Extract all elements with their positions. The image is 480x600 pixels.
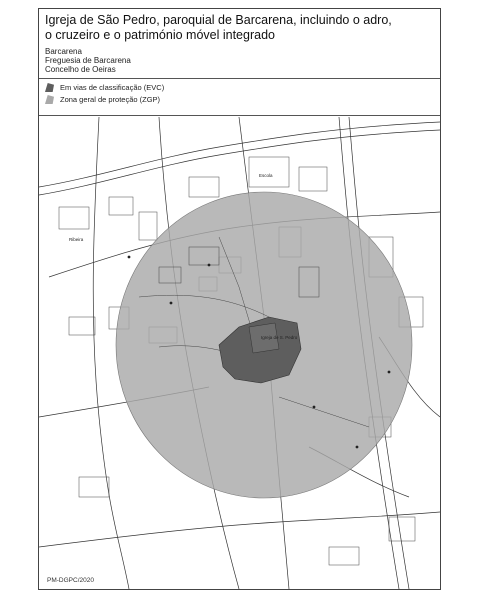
map-label-escola: Escola [259, 173, 273, 178]
legend-item-zgp [45, 95, 160, 104]
parish-name: Freguesia de Barcarena [45, 56, 131, 65]
legend-label-evc: Em vias de classificação (EVC) [60, 83, 165, 92]
municipality-name: Concelho de Oeiras [45, 65, 116, 74]
map-credit: PM-DGPC/2020 [47, 577, 94, 584]
place-name: Barcarena [45, 47, 82, 56]
title-line-1: Igreja de São Pedro, paroquial de Barcarena, incluindo o adro, [45, 13, 392, 27]
map-title [45, 13, 437, 43]
title-line-2: o cruzeiro e o património móvel integrado [45, 28, 275, 42]
legend-item-evc [45, 83, 164, 92]
legend-label-zgp: Zona geral de proteção (ZGP) [60, 95, 161, 104]
map-label-church: Igreja de S. Pedro [261, 335, 298, 340]
map-canvas [39, 117, 440, 589]
header-divider [39, 78, 440, 79]
map-sheet [38, 8, 441, 590]
map-svg [39, 117, 440, 589]
map-label-ribeira: Ribeira [69, 237, 84, 242]
zgp-swatch-icon [45, 95, 54, 104]
evc-swatch-icon [45, 83, 54, 92]
legend-divider [39, 115, 440, 116]
